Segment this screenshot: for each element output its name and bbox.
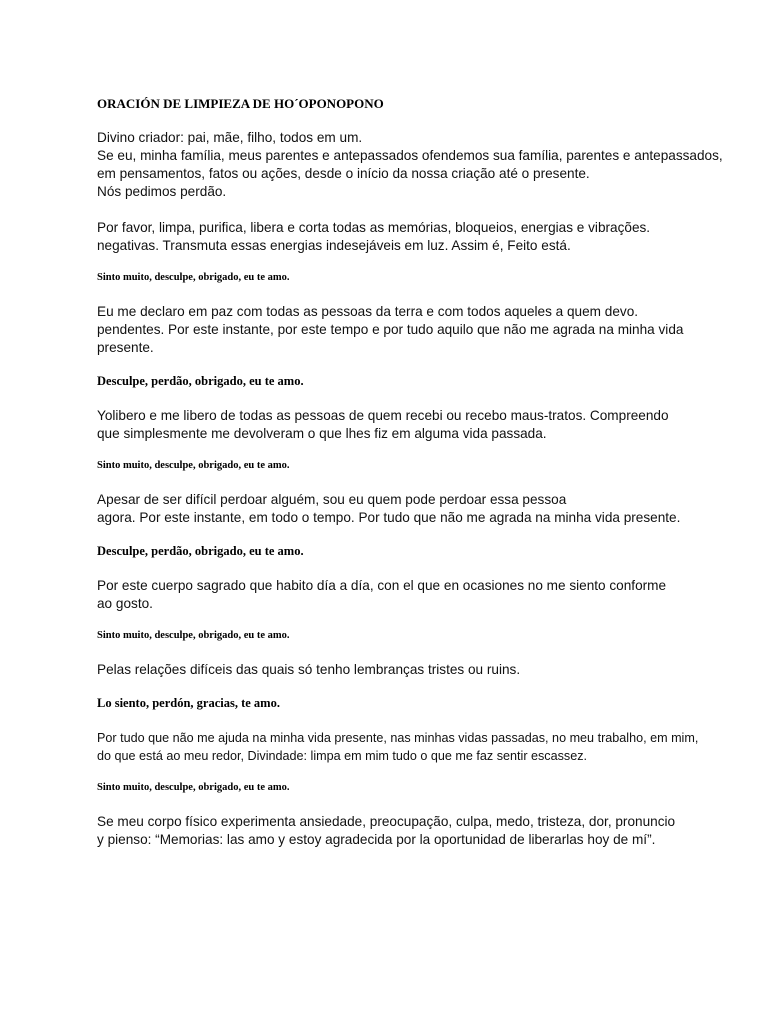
refrain-line: Sinto muito, desculpe, obrigado, eu te amo. — [97, 782, 290, 793]
paragraph-line: Nós pedimos perdão. — [97, 184, 227, 199]
refrain-line: Sinto muito, desculpe, obrigado, eu te amo. — [97, 460, 290, 471]
refrain-line: Sinto muito, desculpe, obrigado, eu te amo. — [97, 630, 290, 641]
paragraph-line: presente. — [97, 340, 154, 355]
paragraph-forgiveness — [97, 491, 733, 527]
paragraph-line: Por favor, limpa, purifica, libera e corta todas as memórias, bloqueios, energias e vibrações. — [97, 220, 651, 235]
paragraph-line: em pensamentos, fatos ou ações, desde o início da nossa criação até o presente. — [97, 166, 590, 181]
document-title: ORACIÓN DE LIMPIEZA DE HO´OPONOPONO — [97, 96, 384, 111]
paragraph-line: Por tudo que não me ajuda na minha vida presente, nas minhas vidas passadas, no meu trabalho, em mim, — [97, 731, 699, 745]
paragraph-liberation — [97, 407, 733, 443]
paragraph-relations — [97, 661, 733, 679]
refrain-line: Lo siento, perdón, gracias, te amo. — [97, 696, 280, 710]
paragraph-cleansing — [97, 219, 733, 255]
paragraph-line: agora. Por este instante, em todo o tempo. Por tudo que não me agrada na minha vida presente. — [97, 510, 681, 525]
paragraph-body — [97, 577, 733, 613]
paragraph-abundance — [97, 729, 733, 765]
refrain-line: Desculpe, perdão, obrigado, eu te amo. — [97, 374, 304, 388]
paragraph-line: Se eu, minha família, meus parentes e antepassados ofendemos sua família, parentes e antepassados, — [97, 148, 723, 163]
paragraph-line: Divino criador: pai, mãe, filho, todos em um. — [97, 130, 363, 145]
refrain-line: Desculpe, perdão, obrigado, eu te amo. — [97, 544, 304, 558]
paragraph-line: Pelas relações difíceis das quais só tenho lembranças tristes ou ruins. — [97, 662, 521, 677]
refrain-line: Sinto muito, desculpe, obrigado, eu te amo. — [97, 272, 290, 283]
document-page — [97, 96, 733, 849]
paragraph-line: Yolibero e me libero de todas as pessoas de quem recebi ou recebo maus-tratos. Compreendo — [97, 408, 669, 423]
paragraph-line: ao gosto. — [97, 596, 153, 611]
paragraph-peace — [97, 303, 733, 357]
paragraph-memories — [97, 813, 733, 849]
paragraph-line: Apesar de ser difícil perdoar alguém, sou eu quem pode perdoar essa pessoa — [97, 492, 567, 507]
paragraph-line: y pienso: “Memorias: las amo y estoy agradecida por la oportunidad de liberarlas hoy de mí”. — [97, 832, 656, 847]
paragraph-line: Eu me declaro em paz com todas as pessoas da terra e com todos aqueles a quem devo. — [97, 304, 639, 319]
paragraph-invocation — [97, 129, 733, 201]
paragraph-line: negativas. Transmuta essas energias indesejáveis em luz. Assim é, Feito está. — [97, 238, 571, 253]
paragraph-line: Se meu corpo físico experimenta ansiedade, preocupação, culpa, medo, tristeza, dor, pronuncio — [97, 814, 676, 829]
paragraph-line: Por este cuerpo sagrado que habito día a día, con el que en ocasiones no me siento conforme — [97, 578, 667, 593]
paragraph-line: pendentes. Por este instante, por este tempo e por tudo aquilo que não me agrada na minha vida — [97, 322, 684, 337]
paragraph-line: que simplesmente me devolveram o que lhes fiz em alguma vida passada. — [97, 426, 547, 441]
paragraph-line: do que está ao meu redor, Divindade: limpa em mim tudo o que me faz sentir escassez. — [97, 749, 588, 763]
